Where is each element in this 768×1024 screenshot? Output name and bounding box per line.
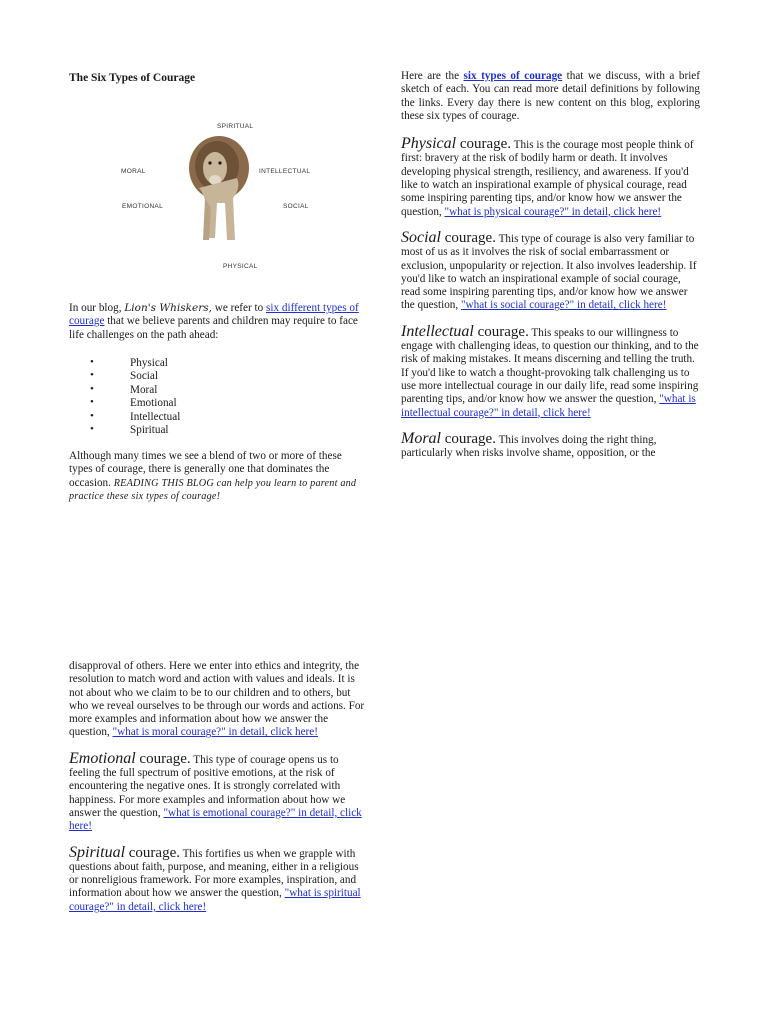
six-types-bold-link[interactable]: six types of courage — [463, 70, 563, 82]
list-item: • Spiritual — [69, 424, 180, 437]
social-courage-section — [401, 228, 700, 313]
blog-name: Lion's Whiskers, — [124, 302, 212, 314]
list-item: • Social — [69, 370, 180, 383]
social-heading-word: courage. — [441, 229, 496, 246]
emotional-courage-link[interactable]: "what is emotional courage?" in detail, click here! — [69, 806, 362, 833]
physical-courage-link[interactable]: "what is physical courage?" in detail, click here! — [444, 205, 662, 218]
lion-illustration — [179, 128, 259, 253]
intellectual-courage-link[interactable]: "what is intellectual courage?" in detail, click here! — [401, 393, 696, 419]
right-column — [401, 70, 700, 472]
six-types-link[interactable]: six different types of courage — [69, 302, 359, 328]
document-title: The Six Types of Courage — [69, 72, 196, 84]
social-body: This type of courage is also very familiar to most of us as it involves the risk of social embarrassment or exclusion, unpopularity or rejection. It also involves leadership. If you'd like to watch an inspirational example of social courage, read some inspiring parenting tips, and/or know how we answer the question, — [401, 232, 697, 312]
emotional-heading: Emotional — [69, 749, 136, 767]
moral-heading: Moral — [401, 429, 441, 447]
emotional-courage-section — [69, 749, 368, 834]
spiritual-heading-word: courage. — [125, 844, 180, 861]
overview-text-end: that we discuss, with a brief sketch of each. You can read more detail definitions by following the links. Every day there is new content on this blog, exploring these six types of courage. — [401, 70, 700, 122]
list-item: • Moral — [69, 384, 180, 397]
courage-types-list — [69, 357, 180, 437]
moral-courage-link[interactable]: "what is moral courage?" in detail, click here! — [112, 726, 318, 739]
blog-call-to-action: READING THIS BLOG can help you learn to parent and practice these six types of courage! — [69, 477, 357, 502]
moral-courage-section — [401, 429, 700, 461]
spiritual-heading: Spiritual — [69, 843, 126, 861]
list-item: • Physical — [69, 357, 180, 370]
continuation-column — [69, 660, 368, 926]
intellectual-courage-section — [401, 322, 700, 420]
physical-courage-section — [401, 137, 700, 219]
overview-text-start: Here are the — [401, 70, 464, 82]
list-item: • Emotional — [69, 397, 180, 410]
figure-label-intellectual: INTELLECTUAL — [259, 168, 311, 175]
figure-label-moral: MORAL — [121, 168, 146, 175]
intro-text-mid: we refer to — [211, 302, 267, 314]
figure-label-social: SOCIAL — [283, 203, 309, 210]
social-courage-link[interactable]: "what is social courage?" in detail, click here! — [460, 299, 667, 312]
list-item: • Intellectual — [69, 411, 180, 424]
physical-body: This is the courage most people think of first: bravery at the risk of bodily harm or death. It involves developing physical strength, resiliency, and awareness. If you'd like to watch an inspirational example of physical courage, read some inspiring parenting tips, and/or know how we answer the question, — [401, 139, 694, 218]
figure-label-spiritual: SPIRITUAL — [217, 123, 254, 130]
figure-label-physical: PHYSICAL — [223, 263, 258, 270]
intro-text-start: In our blog, — [69, 302, 125, 314]
moral-continued-body: disapproval of others. Here we enter into ethics and integrity, the resolution to match word and action with values and ideals. It is not about who we claim to be to our children and to others, but who we reveal ourselves to be through our words and actions. For more examples and information about how we answer the question, — [69, 660, 365, 739]
moral-courage-continued — [69, 660, 368, 740]
intro-text-end: that we believe parents and children may require to face life challenges on the path ahead: — [69, 315, 358, 341]
six-courage-figure — [119, 108, 339, 278]
spiritual-body: This fortifies us when we grapple with questions about faith, purpose, and meaning, either in a religious or nonreligious framework. For more examples, inspiration, and information about how we answer the question, — [69, 847, 359, 900]
blend-note-text: Although many times we see a blend of two or more of these types of courage, there is generally one that dominates the occasion. — [69, 450, 342, 489]
spiritual-courage-link[interactable]: "what is spiritual courage?" in detail, click here! — [69, 887, 361, 913]
intellectual-body: This speaks to our willingness to engage with challenging ideas, to question our thinking, and to the risk of making mistakes. It means discerning and telling the truth. If you'd like to watch a thought-provoking talk challenging us to use more intellectual courage in our daily life, read some inspiring parenting tips, and/or know how we answer the question, — [401, 326, 699, 406]
physical-heading-word: courage. — [456, 136, 512, 153]
spiritual-courage-section — [69, 843, 368, 914]
figure-label-emotional: EMOTIONAL — [122, 203, 163, 210]
blend-note-paragraph — [69, 450, 365, 503]
social-heading: Social — [401, 228, 441, 246]
intro-paragraph — [69, 302, 365, 342]
moral-body: This involves doing the right thing, particularly when risks involve shame, opposition, or the — [401, 433, 657, 460]
moral-heading-word: courage. — [441, 430, 496, 447]
physical-heading: Physical — [401, 135, 457, 153]
emotional-heading-word: courage. — [135, 750, 191, 767]
intellectual-heading: Intellectual — [401, 322, 474, 340]
emotional-body: This type of courage opens us to feeling the full spectrum of positive emotions, at the risk of encountering the negative ones. It is strongly correlated with happiness. For more examples and information about how we answer the question, — [69, 753, 346, 819]
intellectual-heading-word: courage. — [473, 323, 529, 340]
overview-paragraph — [401, 70, 700, 123]
